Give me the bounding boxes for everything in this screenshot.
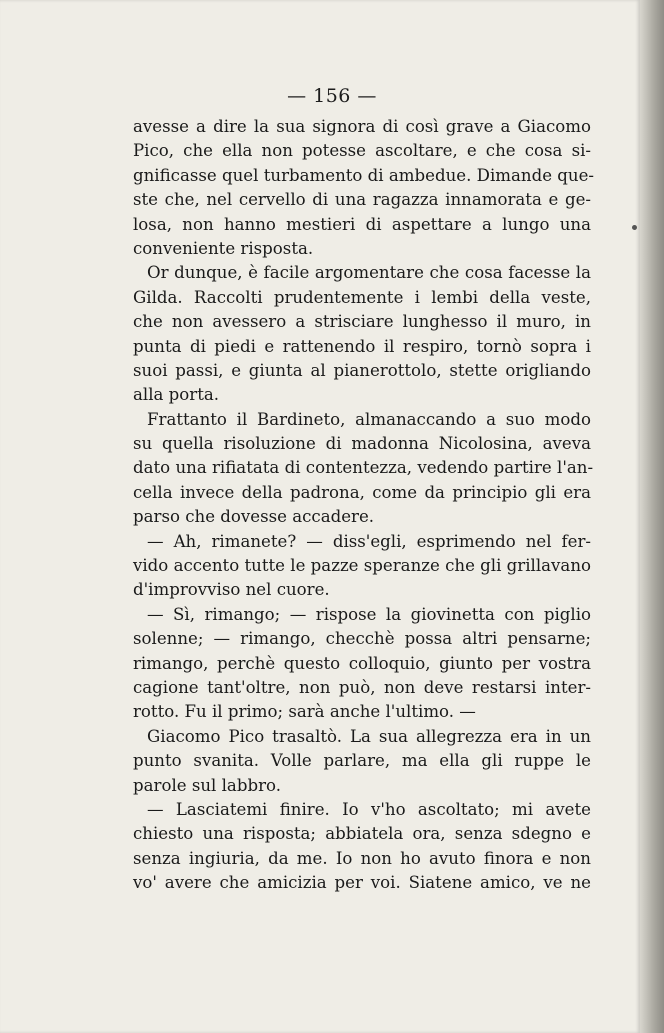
text-line: Pico, che ella non potesse ascoltare, e che cosa si- xyxy=(133,141,591,161)
text-line: punta di piedi e rattenendo il respiro, tornò sopra i xyxy=(133,336,591,356)
text-line: losa, non hanno mestieri di aspettare a lungo una xyxy=(133,214,591,234)
text-line: rimango, perchè questo colloquio, giunto per vostra xyxy=(133,653,591,673)
text-line: d'improvviso nel cuore. xyxy=(133,580,330,600)
text-line: chiesto una risposta; abbiatela ora, senza sdegno e xyxy=(133,824,591,844)
text-line: vido accento tutte le pazze speranze che gli grillavano xyxy=(133,556,591,576)
page-gutter xyxy=(640,0,664,1033)
text-line: gnificasse quel turbamento di ambedue. Dimande que- xyxy=(133,165,595,185)
text-line: ste che, nel cervello di una ragazza innamorata e ge- xyxy=(133,190,591,210)
text-line: dato una rifiatata di contentezza, vedendo partire l'an- xyxy=(133,458,594,478)
text-line: parole sul labbro. xyxy=(133,775,281,795)
text-line: avesse a dire la sua signora di così grave a Giacomo xyxy=(133,117,591,136)
text-line: suoi passi, e giunta al pianerottolo, stette origliando xyxy=(133,360,591,380)
page-number: — 156 — xyxy=(287,85,377,107)
text-line: — Lasciatemi finire. Io v'ho ascoltato; mi avete xyxy=(147,799,591,819)
text-line: che non avessero a strisciare lunghesso il muro, in xyxy=(133,312,591,332)
text-line: senza ingiuria, da me. Io non ho avuto finora e non xyxy=(133,848,591,868)
text-line: Giacomo Pico trasaltò. La sua allegrezza era in un xyxy=(147,726,591,746)
text-line: alla porta. xyxy=(133,385,220,405)
text-line: rotto. Fu il primo; sarà anche l'ultimo. — xyxy=(133,702,476,722)
text-line: — Ah, rimanete? — diss'egli, esprimendo nel fer- xyxy=(147,531,591,551)
text-line: punto svanita. Volle parlare, ma ella gli ruppe le xyxy=(133,751,591,771)
text-line: conveniente risposta. xyxy=(133,238,314,258)
text-line: vo' avere che amicizia per voi. Siatene amico, ve ne xyxy=(133,873,591,893)
text-line: cagione tant'oltre, non può, non deve restarsi inter- xyxy=(133,677,591,697)
text-line: solenne; — rimango, checchè possa altri pensarne; xyxy=(133,629,591,649)
text-line: Or dunque, è facile argomentare che cosa facesse la xyxy=(147,263,591,283)
text-line: Frattanto il Bardineto, almanaccando a suo modo xyxy=(147,409,591,429)
text-line: parso che dovesse accadere. xyxy=(133,507,375,527)
body-text xyxy=(133,115,595,896)
text-line: Gilda. Raccolti prudentemente i lembi della veste, xyxy=(133,287,591,307)
text-line: su quella risoluzione di madonna Nicolosina, aveva xyxy=(133,434,591,454)
text-line: — Sì, rimango; — rispose la giovinetta con piglio xyxy=(147,604,591,624)
ink-speck xyxy=(632,225,637,230)
text-line: cella invece della padrona, come da principio gli era xyxy=(133,482,591,502)
